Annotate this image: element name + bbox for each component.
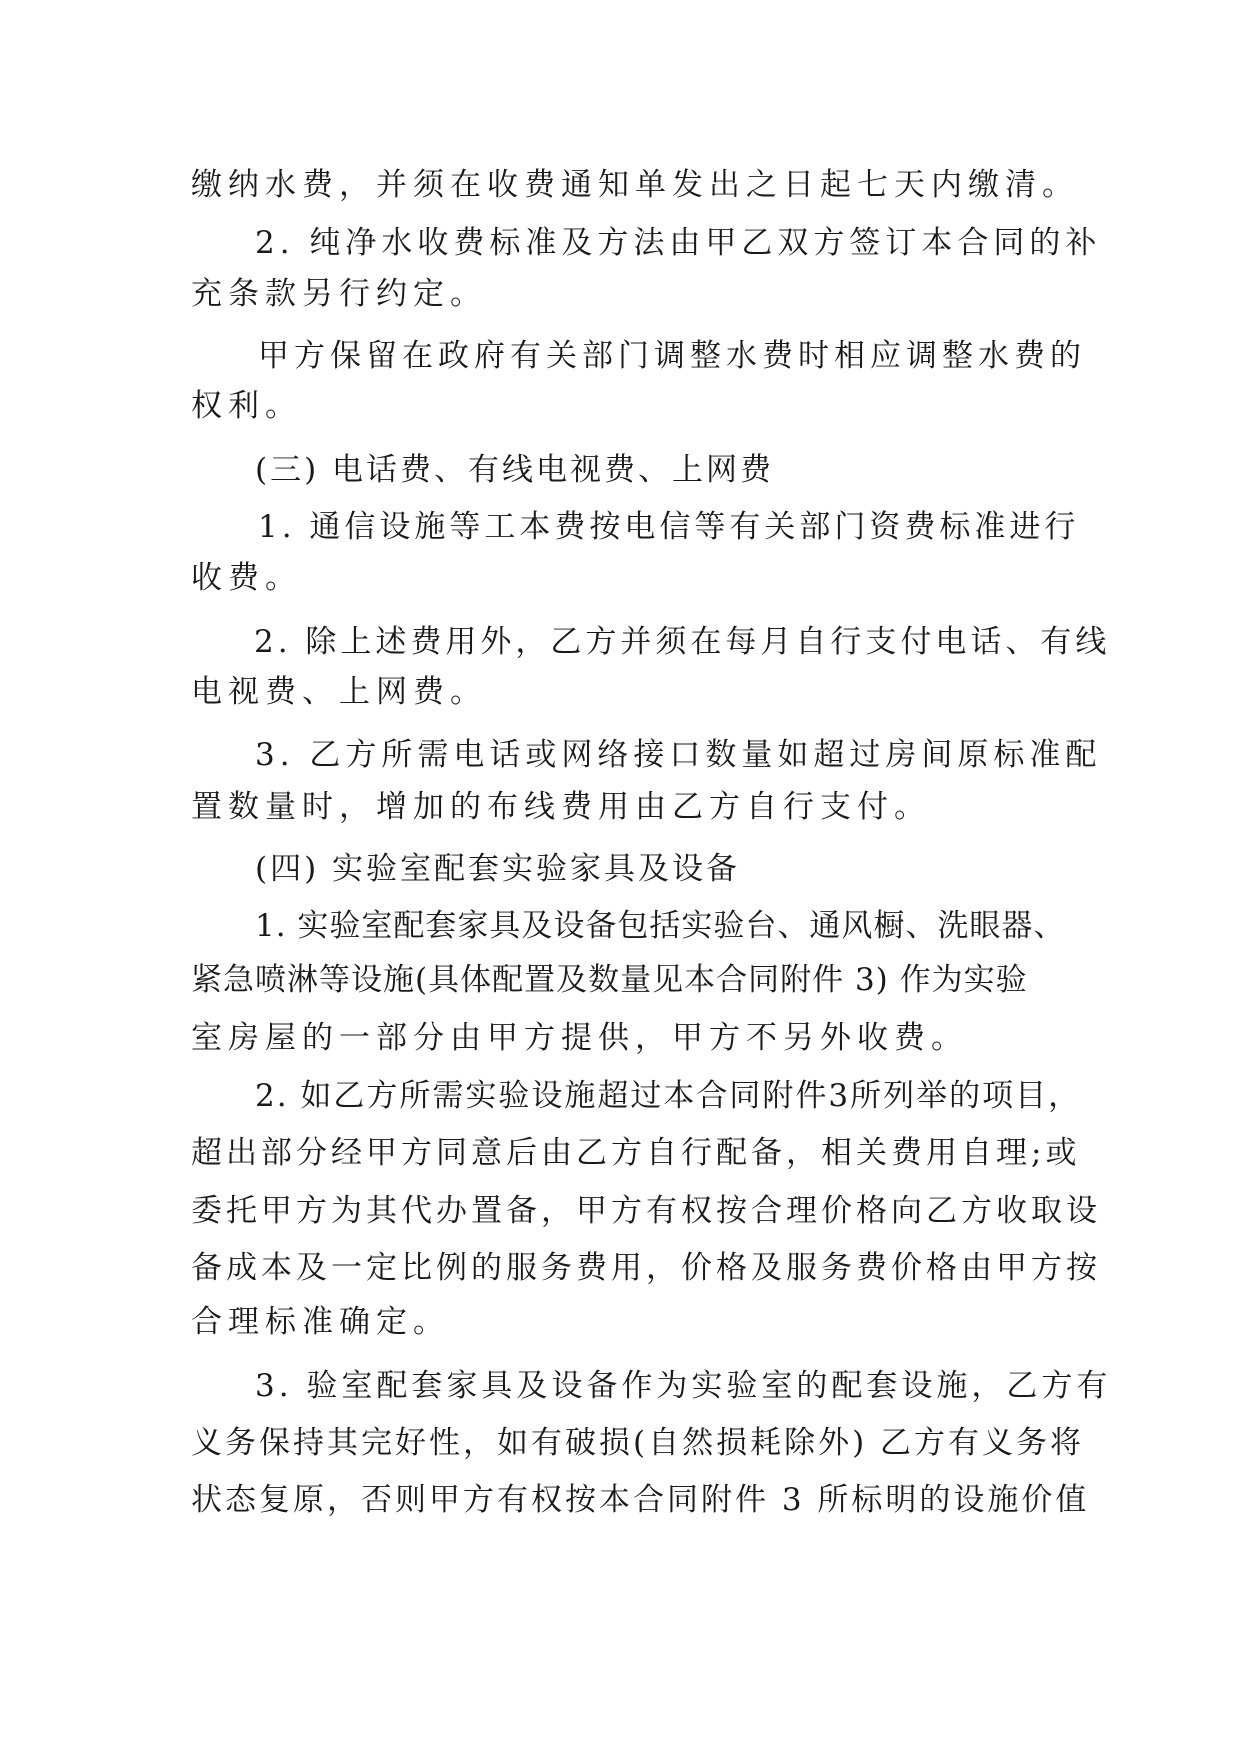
text-line-12: 置数量时，增加的布线费用由乙方自行支付。 xyxy=(191,789,931,825)
text-line-11: 3. 乙方所需电话或网络接口数量如超过房间原标准配 xyxy=(255,737,1102,773)
section-heading-4: (四) 实验室配套实验家具及设备 xyxy=(255,851,741,887)
text-line-2: 2. 纯净水收费标准及方法由甲乙双方签订本合同的补 xyxy=(255,225,1102,261)
text-line-17: 2. 如乙方所需实验设施超过本合同附件3所列举的项目， xyxy=(255,1078,1082,1114)
text-line-24: 状态复原，否则甲方有权按本合同附件 3 所标明的设施价值 xyxy=(191,1482,1090,1518)
text-line-14: 1. 实验室配套家具及设备包括实验台、通风橱、洗眼器、 xyxy=(255,908,1066,944)
text-line-10: 电视费、上网费。 xyxy=(191,674,487,710)
text-line-5: 权利。 xyxy=(191,388,302,424)
text-line-22: 3. 验室配套家具及设备作为实验室的配套设施，乙方有 xyxy=(255,1368,1112,1404)
text-line-23: 义务保持其完好性，如有破损(自然损耗除外) 乙方有义务将 xyxy=(191,1425,1085,1461)
section-heading-3: (三) 电话费、有线电视费、上网费 xyxy=(255,452,775,488)
text-line-1: 缴纳水费，并须在收费通知单发出之日起七天内缴清。 xyxy=(191,167,1079,203)
text-line-15: 紧急喷淋等设施(具体配置及数量见本合同附件 3) 作为实验 xyxy=(191,962,1028,998)
text-line-7: 1. 通信设施等工本费按电信等有关部门资费标准进行 xyxy=(258,509,1080,545)
text-line-20: 备成本及一定比例的服务费用，价格及服务费价格由甲方按 xyxy=(191,1250,1101,1286)
text-line-4: 甲方保留在政府有关部门调整水费时相应调整水费的 xyxy=(258,338,1086,374)
text-line-18: 超出部分经甲方同意后由乙方自行配备，相关费用自理;或 xyxy=(191,1135,1081,1171)
text-line-3: 充条款另行约定。 xyxy=(191,276,487,312)
text-line-21: 合理标准确定。 xyxy=(191,1304,450,1340)
text-line-19: 委托甲方为其代办置备，甲方有权按合理价格向乙方收取设 xyxy=(191,1193,1101,1229)
text-line-9: 2. 除上述费用外，乙方并须在每月自行支付电话、有线 xyxy=(254,624,1111,660)
text-line-8: 收费。 xyxy=(191,560,302,596)
text-line-16: 室房屋的一部分由甲方提供，甲方不另外收费。 xyxy=(191,1020,968,1056)
